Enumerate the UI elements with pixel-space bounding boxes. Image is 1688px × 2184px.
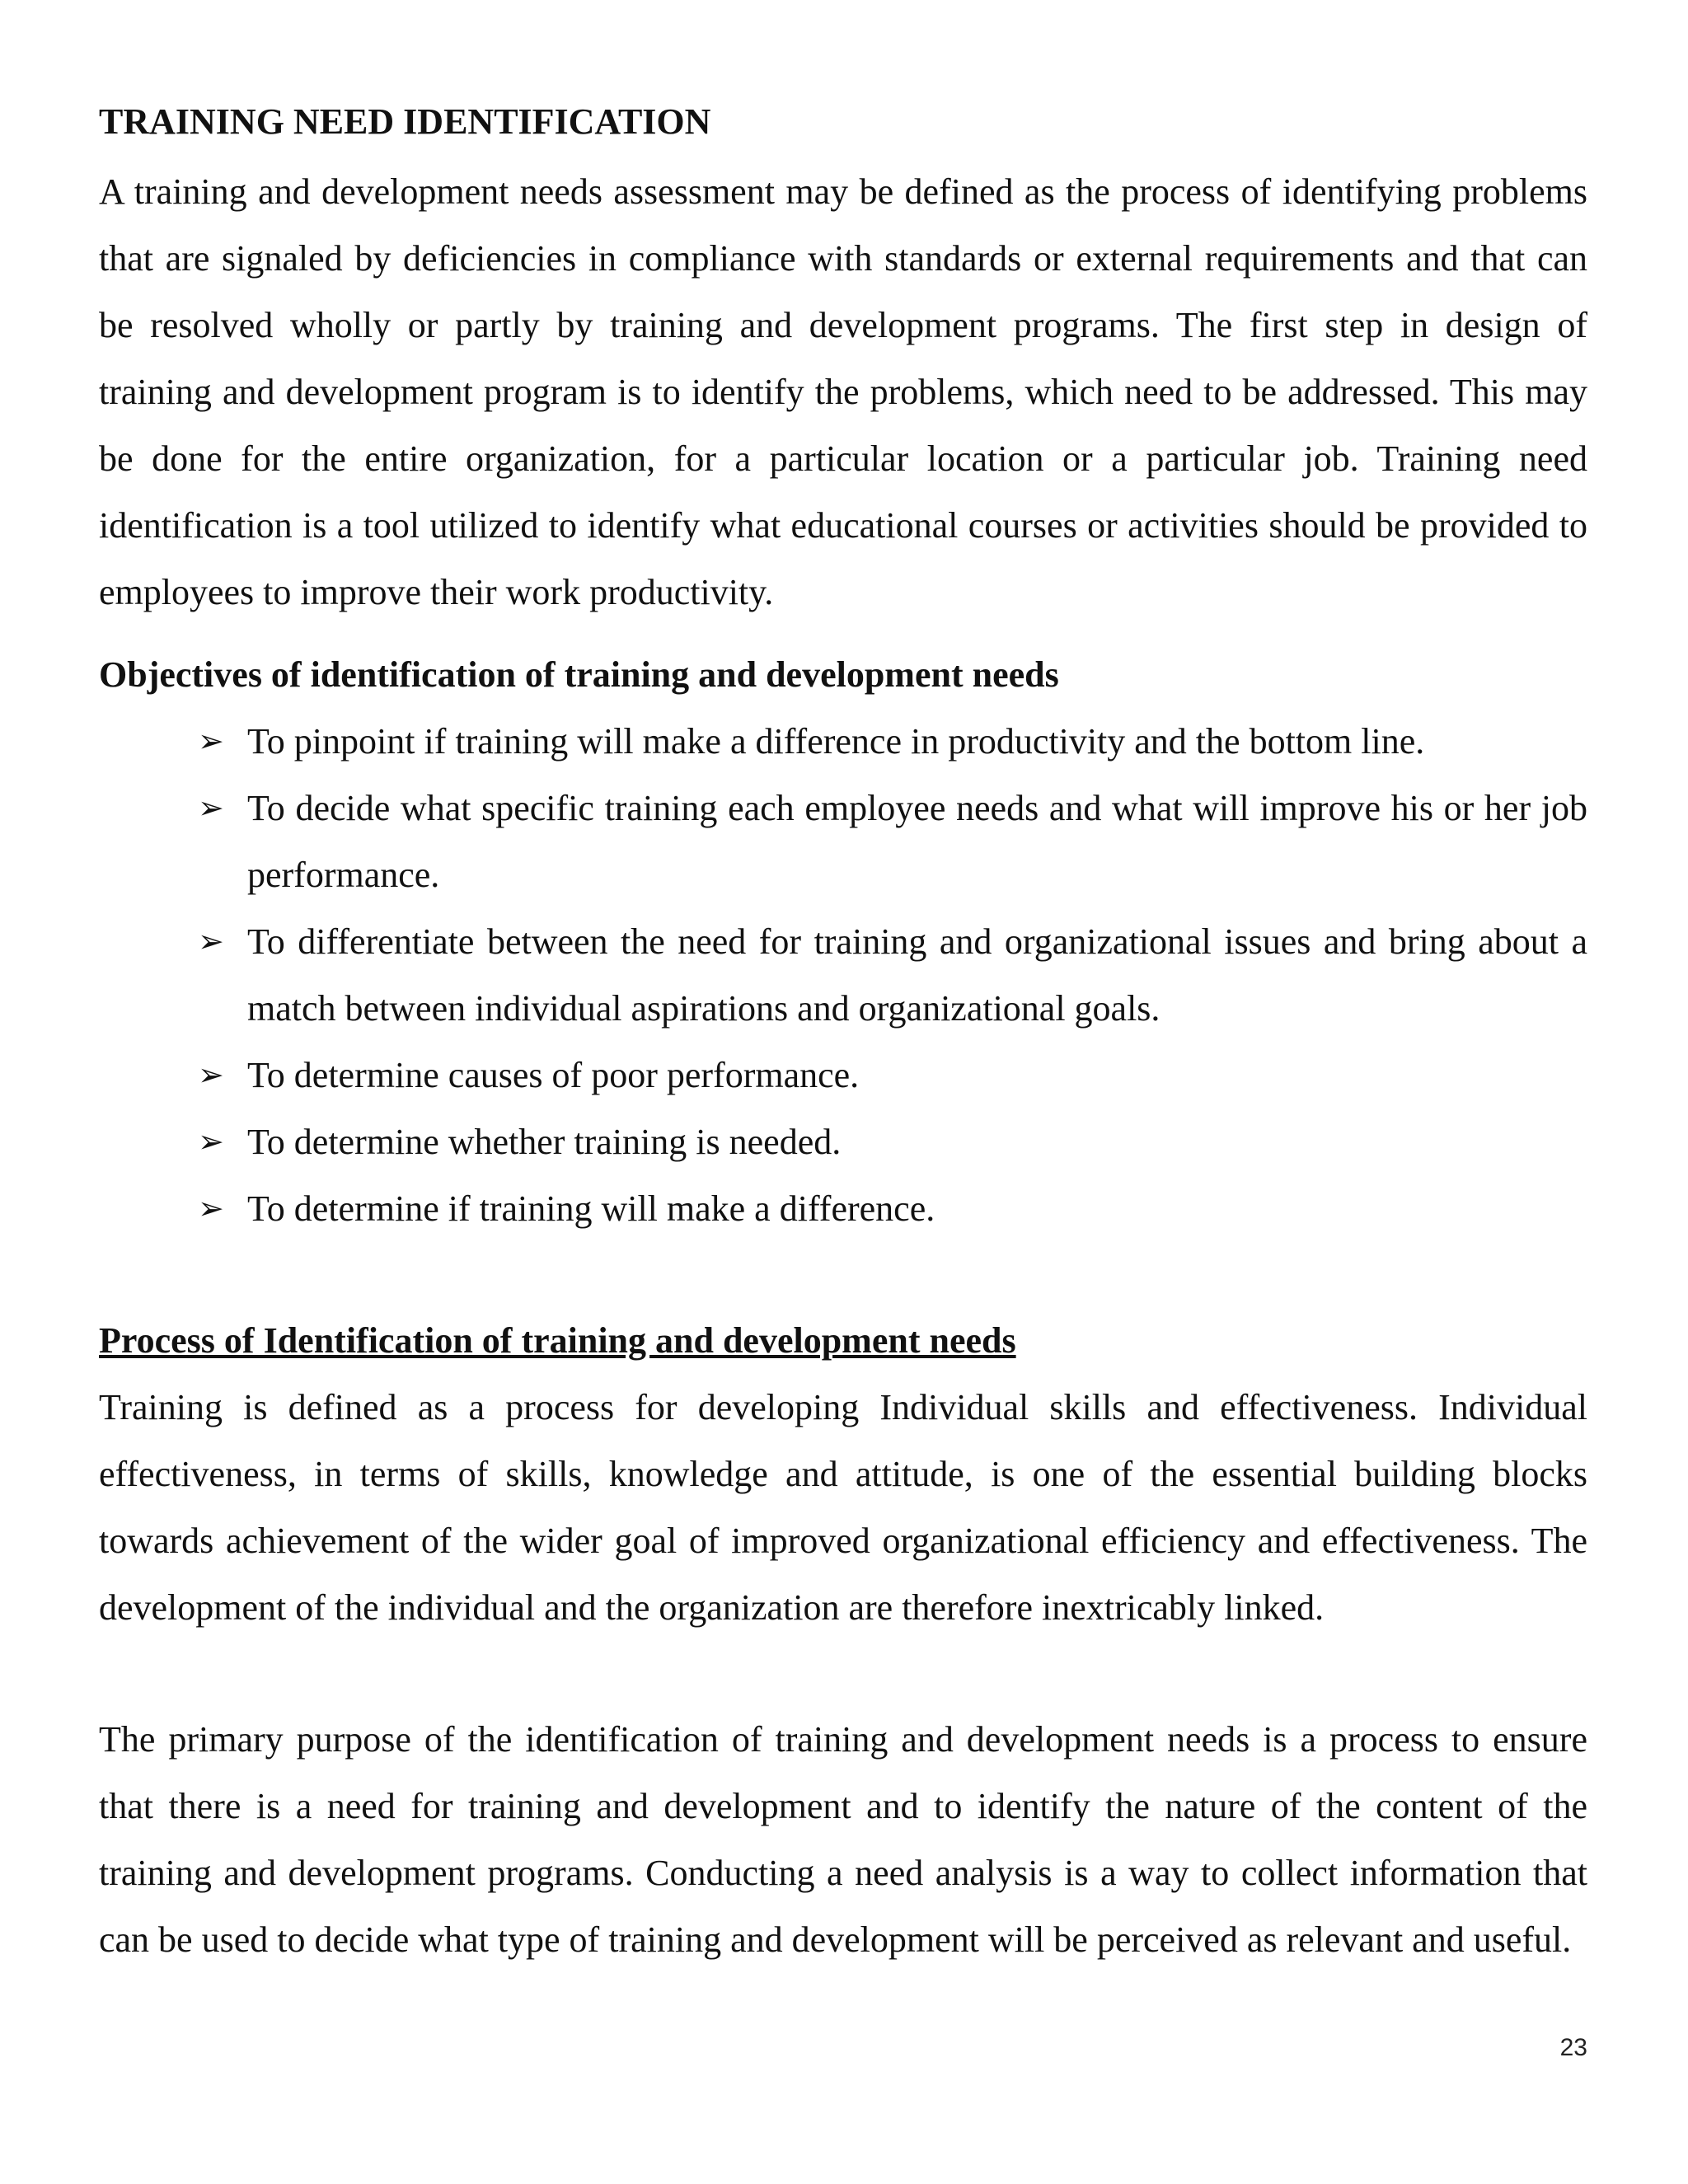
list-item [198,1042,1587,1108]
list-item [198,1108,1587,1175]
list-item-text: To decide what specific training each employee needs and what will improve his or her job performance. [247,788,1587,895]
arrowhead-bullet-icon: ➢ [198,923,224,959]
process-paragraph-1: Training is defined as a process for developing Individual skills and effectiveness. Individual effectiveness, in terms of skills, knowledge and attitude, is one of the essential building blocks towards achievement of the wider goal of improved organizational efficiency and effectiveness. The development of the individual and the organization are therefore inextricably linked. [99,1387,1587,1628]
list-item-text: To determine causes of poor performance. [247,1055,860,1095]
document-page [99,97,1587,1973]
arrowhead-bullet-icon: ➢ [198,1123,224,1160]
arrowhead-bullet-icon: ➢ [198,723,224,759]
intro-paragraph: A training and development needs assessment may be defined as the process of identifying problems that are signaled by deficiencies in compliance with standards or external requirements and that can be resolved wholly or partly by training and development programs. The first step in design of training and development program is to identify the problems, which need to be addressed. This may be done for the entire organization, for a particular location or a particular job. Training need identification is a tool utilized to identify what educational courses or activities should be provided to employees to improve their work productivity. [99,171,1587,612]
list-item-text: To differentiate between the need for training and organizational issues and bring about a match between individual aspirations and organizational goals. [247,921,1587,1029]
list-item-text: To pinpoint if training will make a difference in productivity and the bottom line. [247,721,1425,762]
page-title: TRAINING NEED IDENTIFICATION [99,101,711,142]
arrowhead-bullet-icon: ➢ [198,1057,224,1093]
process-heading: Process of Identification of training and development needs [99,1320,1016,1361]
list-item-text: To determine whether training is needed. [247,1122,842,1162]
page-number: 23 [1559,2034,1587,2061]
list-item-text: To determine if training will make a difference. [247,1188,935,1229]
objectives-heading: Objectives of identification of training and development needs [99,654,1059,695]
process-paragraph-2: The primary purpose of the identification of training and development needs is a process to ensure that there is a need for training and development and to identify the nature of the content of the training and development programs. Conducting a need analysis is a way to collect information that can be used to decide what type of training and development will be perceived as relevant and useful. [99,1719,1587,1960]
objectives-list [99,708,1587,1242]
arrowhead-bullet-icon: ➢ [198,1190,224,1226]
arrowhead-bullet-icon: ➢ [198,790,224,826]
list-item [198,775,1587,908]
list-item [198,1175,1587,1242]
list-item [198,908,1587,1042]
list-item [198,708,1587,775]
